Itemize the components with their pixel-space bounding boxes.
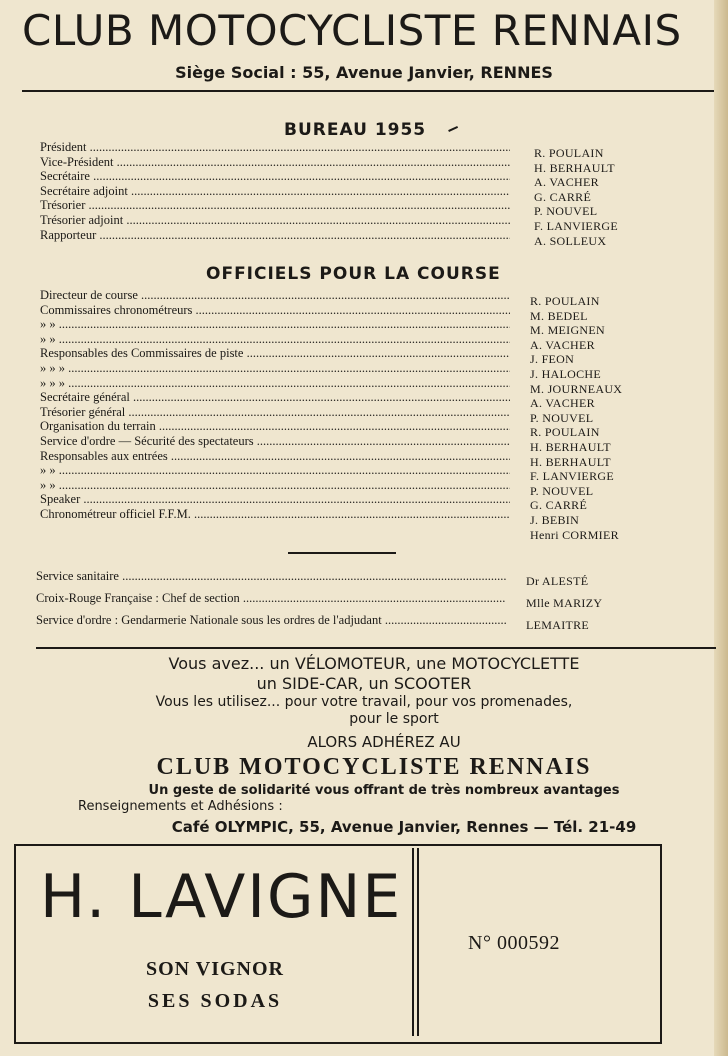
advert-line-2: un SIDE-CAR, un SCOOTER xyxy=(256,674,472,693)
roster-row xyxy=(40,212,710,233)
role-label: Secrétaire ..... xyxy=(40,169,510,183)
advert-line-3: Vous les utilisez... pour votre travail, pour vos promenades, xyxy=(155,694,573,710)
roster-row xyxy=(40,404,710,425)
roster-row xyxy=(40,198,710,219)
person-name: J. HALOCHE xyxy=(530,366,601,381)
roster-row xyxy=(40,522,710,542)
role-label: Directeur de course ..... xyxy=(40,288,510,302)
person-name: P. NOUVEL xyxy=(534,204,598,219)
person-name: G. CARRÉ xyxy=(534,189,592,204)
role-label: » » ..... xyxy=(40,332,510,346)
bureau-list xyxy=(40,140,710,248)
roster-row xyxy=(40,302,710,323)
role-label: » » ..... xyxy=(40,463,510,477)
roster-row xyxy=(40,419,710,440)
person-name: LEMAITRE xyxy=(526,618,590,632)
role-label: Service sanitaire ..... xyxy=(36,569,506,583)
roster-row xyxy=(40,375,710,396)
person-name: R. POULAIN xyxy=(530,425,600,440)
officiels-list xyxy=(40,288,710,542)
person-name: A. VACHER xyxy=(534,175,599,190)
person-name: H. BERHAULT xyxy=(530,454,611,469)
role-label: Service d'ordre — Sécurité des spectateurs ..... xyxy=(40,434,510,448)
advert-line-1: Vous avez... un VÉLOMOTEUR, une MOTOCYCLETTE xyxy=(168,654,580,673)
roster-row xyxy=(40,346,710,367)
roster-row xyxy=(40,183,710,204)
role-label: Vice-Président ..... xyxy=(40,155,510,169)
roster-row xyxy=(40,506,710,527)
role-label: Secrétaire général ..... xyxy=(40,390,510,404)
roster-row xyxy=(40,140,710,160)
advert-line-5: ALORS ADHÉREZ AU xyxy=(307,733,461,751)
person-name: M. BEDEL xyxy=(530,308,588,323)
person-name: Mlle MARIZY xyxy=(526,596,603,610)
role-label: Commissaires chronométreurs ..... xyxy=(40,303,510,317)
roster-row xyxy=(40,169,710,190)
role-label: Chronométreur officiel F.F.M. ..... xyxy=(40,507,510,521)
role-label: Speaker ..... xyxy=(40,492,510,506)
roster-row xyxy=(40,360,710,381)
roster-row xyxy=(40,390,710,411)
role-label: Trésorier ..... xyxy=(40,198,510,212)
separator-rule xyxy=(288,552,396,554)
person-name: Dr ALESTÉ xyxy=(526,574,589,588)
role-label: Croix-Rouge Française : Chef de section ..... xyxy=(36,591,506,605)
advert-club-name: CLUB MOTOCYCLISTE RENNAIS xyxy=(156,754,592,780)
role-label: Organisation du terrain ..... xyxy=(40,419,510,433)
advert-info: Renseignements et Adhésions : xyxy=(78,799,283,814)
person-name: A. VACHER xyxy=(530,337,595,352)
bureau-heading: BUREAU 1955 xyxy=(284,120,427,140)
advert-top-rule xyxy=(36,647,716,649)
roster-row xyxy=(36,569,710,591)
serial-number: N° 000592 xyxy=(468,932,560,954)
person-name: H. BERHAULT xyxy=(530,439,611,454)
roster-row xyxy=(40,154,710,175)
club-title: CLUB MOTOCYCLISTE RENNAIS xyxy=(22,6,682,55)
role-label: Président ..... xyxy=(40,140,510,154)
person-name: H. BERHAULT xyxy=(534,160,615,175)
person-name: M. MEIGNEN xyxy=(530,323,605,338)
sponsor-product-2: SES SODAS xyxy=(147,990,283,1012)
role-label: Rapporteur ..... xyxy=(40,228,510,242)
person-name: P. NOUVEL xyxy=(530,483,594,498)
person-name: R. POULAIN xyxy=(530,294,600,308)
sponsor-name: H. LAVIGNE xyxy=(40,862,403,932)
role-label: Trésorier adjoint ..... xyxy=(40,213,510,227)
roster-row xyxy=(40,448,710,469)
roster-row xyxy=(40,288,710,308)
advert-address: Café OLYMPIC, 55, Avenue Janvier, Rennes — Tél. 21-49 xyxy=(171,818,637,836)
person-name: J. BEBIN xyxy=(530,512,580,527)
advert-tagline: Un geste de solidarité vous offrant de très nombreux avantages xyxy=(148,783,620,798)
roster-row xyxy=(40,227,710,248)
person-name: F. LANVIERGE xyxy=(530,469,614,484)
roster-row xyxy=(40,331,710,352)
role-label: » » » ..... xyxy=(40,361,510,375)
person-name: R. POULAIN xyxy=(534,146,604,160)
roster-row xyxy=(36,613,710,635)
medical-list xyxy=(36,569,710,635)
role-label: Trésorier général ..... xyxy=(40,405,510,419)
header-rule xyxy=(22,90,714,92)
person-name: F. LANVIERGE xyxy=(534,218,618,233)
person-name: Henri CORMIER xyxy=(530,527,619,542)
roster-row xyxy=(40,492,710,513)
roster-row xyxy=(40,433,710,454)
role-label: » » » ..... xyxy=(40,376,510,390)
person-name: A. VACHER xyxy=(530,396,595,411)
role-label: Service d'ordre : Gendarmerie Nationale sous les ordres de l'adjudant ..... xyxy=(36,613,506,627)
sponsor-divider xyxy=(412,848,414,1036)
person-name: G. CARRÉ xyxy=(530,498,588,513)
person-name: J. FEON xyxy=(530,352,575,367)
role-label: » » ..... xyxy=(40,317,510,331)
roster-row xyxy=(36,591,710,613)
role-label: Responsables aux entrées ..... xyxy=(40,449,510,463)
person-name: M. JOURNEAUX xyxy=(530,381,623,396)
pencil-tick-mark xyxy=(448,126,458,132)
person-name: P. NOUVEL xyxy=(530,410,594,425)
roster-row xyxy=(40,477,710,498)
person-name: A. SOLLEUX xyxy=(534,233,607,248)
role-label: Secrétaire adjoint ..... xyxy=(40,184,510,198)
sponsor-divider-inner xyxy=(417,848,419,1036)
sponsor-product-1: SON VIGNOR xyxy=(146,958,284,980)
roster-row xyxy=(40,317,710,338)
role-label: » » ..... xyxy=(40,478,510,492)
officiels-heading: OFFICIELS POUR LA COURSE xyxy=(206,264,501,284)
club-address: Siège Social : 55, Avenue Janvier, RENNES xyxy=(175,63,553,82)
advert-line-4: pour le sport xyxy=(349,711,439,727)
roster-row xyxy=(40,463,710,484)
role-label: Responsables des Commissaires de piste ..... xyxy=(40,346,510,360)
page-edge xyxy=(714,0,728,1056)
